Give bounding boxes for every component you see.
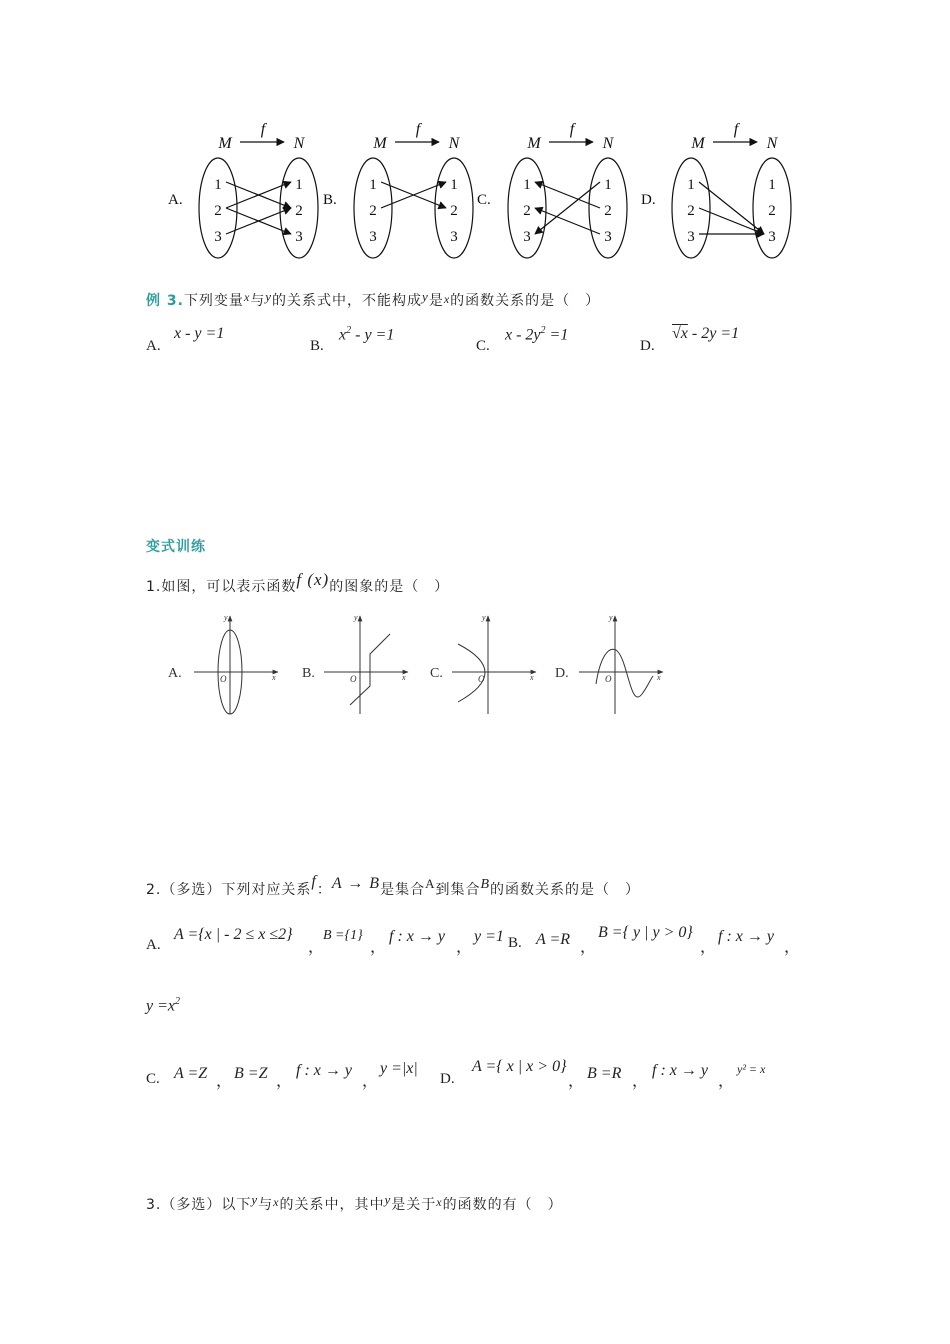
map-f-label: f	[733, 121, 739, 138]
q-text: 的关系式中，不能构成	[272, 293, 423, 309]
origin-label: O	[220, 674, 227, 684]
set-n-label: N	[293, 135, 305, 152]
origin-label: O	[605, 674, 612, 684]
b-base: x	[339, 326, 347, 344]
b-exp: 2	[346, 325, 352, 336]
q2-sep: ，	[456, 939, 473, 956]
ex3-label-a: A.	[146, 338, 161, 354]
mapping-figures	[0, 0, 950, 270]
q2-sep: ，	[362, 1073, 379, 1090]
q3-text: 与	[258, 1197, 274, 1213]
y-axis-label: y	[354, 613, 358, 622]
q2-text: 是集合	[380, 882, 426, 898]
mapping-arrow	[699, 208, 764, 234]
q2-text: 到集合	[435, 882, 481, 898]
y-axis-label: y	[482, 613, 486, 622]
y-axis-label: y	[224, 613, 228, 622]
domain-element: 3	[523, 229, 531, 245]
q2-f: f	[311, 873, 317, 890]
set-m-label: M	[373, 135, 387, 152]
q2-sep: ，	[700, 939, 717, 956]
q2-d-2: B =R	[587, 1065, 622, 1082]
y-axis-label: y	[609, 613, 613, 622]
q2-set-b: B	[480, 877, 491, 892]
x-axis-label: x	[272, 673, 276, 682]
set-m-label: M	[691, 135, 705, 152]
domain-element: 1	[214, 177, 222, 193]
example3-question	[146, 289, 600, 310]
graph-figures	[0, 610, 950, 740]
q-text: 下列变量	[183, 293, 244, 309]
c-exp: 2	[540, 325, 546, 336]
d-sqrt: √x	[672, 325, 688, 342]
mapping-arrow	[535, 182, 600, 208]
q2-sep: ，	[216, 1073, 233, 1090]
set-m-label: M	[527, 135, 541, 152]
q-text: 与	[250, 293, 266, 309]
q2-sep: ，	[784, 939, 801, 956]
q-text: 的函数关系的是（ ）	[450, 293, 601, 309]
var-y: y	[265, 289, 273, 304]
d-rest: - 2y =1	[687, 325, 740, 342]
option-label-3: D.	[641, 192, 656, 208]
q2-text: ：	[316, 882, 332, 898]
ex3-option-d	[672, 325, 739, 343]
b4-exp: 2	[175, 996, 180, 1007]
x-axis-label: x	[530, 673, 534, 682]
option-label-0: A.	[168, 192, 183, 208]
domain-element: 1	[687, 177, 695, 193]
codomain-element: 3	[604, 229, 612, 245]
b4-base: y =x	[146, 997, 175, 1015]
domain-element: 1	[369, 177, 377, 193]
q2-a-4: y =1	[474, 928, 504, 945]
option-label-2: C.	[477, 192, 491, 208]
c-pre: x - 2y	[505, 326, 541, 344]
q2-sep: ，	[580, 939, 597, 956]
q2-a-1: A ={x | - 2 ≤ x ≤2}	[174, 926, 293, 943]
q1-text: 1.如图，可以表示函数	[146, 579, 297, 595]
q2-b-3: f : x → y	[718, 928, 774, 945]
q2-c-2: B =Z	[234, 1065, 268, 1082]
codomain-element: 3	[768, 229, 776, 245]
q3-text: 的关系中，其中	[279, 1197, 385, 1213]
codomain-element: 2	[604, 203, 612, 219]
codomain-element: 1	[604, 177, 612, 193]
b-rest: - y =1	[351, 326, 395, 344]
q3-stem	[146, 1192, 563, 1214]
q2-c-4: y =|x|	[380, 1060, 418, 1077]
codomain-element: 3	[450, 229, 458, 245]
var-y: y	[422, 289, 429, 304]
q2-a-3: f : x → y	[389, 928, 445, 945]
q2-label-c: C.	[146, 1071, 160, 1087]
c-rest: =1	[545, 326, 569, 344]
q2-b-2: B ={ y | y > 0}	[598, 924, 693, 941]
codomain-element: 3	[295, 229, 303, 245]
domain-element: 2	[214, 203, 222, 219]
domain-element: 3	[214, 229, 222, 245]
example3-tag: 例 3.	[146, 293, 184, 309]
q1-fx: f (x)	[296, 570, 330, 589]
codomain-element: 2	[295, 203, 303, 219]
ex3-option-a: x - y =1	[174, 325, 225, 342]
origin-label: O	[478, 674, 485, 684]
ex3-label-c: C.	[476, 338, 490, 354]
domain-element: 2	[523, 203, 531, 219]
ex3-label-b: B.	[310, 338, 324, 354]
q2-stem	[146, 873, 640, 899]
domain-element: 3	[687, 229, 695, 245]
q1-text: 的图象的是（ ）	[329, 579, 450, 595]
map-f-label: f	[260, 121, 266, 138]
q2-c-1: A =Z	[174, 1065, 208, 1082]
q2-sep: ，	[370, 939, 387, 956]
q2-b-4	[146, 996, 180, 1015]
var-y: y	[384, 1192, 392, 1207]
q2-sep: ，	[276, 1073, 293, 1090]
map-f-label: f	[415, 121, 421, 138]
var-x: x	[436, 1195, 443, 1209]
q2-set-a: A	[425, 876, 436, 891]
codomain-element: 1	[768, 177, 776, 193]
domain-element: 2	[369, 203, 377, 219]
ex3-option-c	[505, 325, 568, 344]
q2-c-3: f : x → y	[296, 1062, 352, 1079]
ex3-label-d: D.	[640, 338, 655, 354]
q3-text: 3.（多选）以下	[146, 1197, 252, 1213]
var-y: y	[251, 1192, 259, 1207]
q2-d-3: f : x → y	[652, 1062, 708, 1079]
q2-sep: ，	[568, 1073, 585, 1090]
option-label-1: B.	[323, 192, 337, 208]
graph-option-label: C.	[430, 666, 443, 681]
map-f-label: f	[569, 121, 575, 138]
q2-label-a: A.	[146, 937, 161, 953]
var-x: x	[243, 290, 251, 304]
var-x: x	[443, 292, 451, 306]
set-n-label: N	[766, 135, 778, 152]
curve-piecewise	[350, 634, 390, 705]
variant-q1	[146, 570, 449, 596]
q2-a-2: B ={1}	[323, 928, 363, 943]
origin-label: O	[350, 674, 357, 684]
x-axis-label: x	[402, 673, 406, 682]
variant-heading: 变式训练	[146, 539, 206, 555]
graph-option-label: B.	[302, 666, 315, 681]
codomain-element: 1	[295, 177, 303, 193]
codomain-element: 1	[450, 177, 458, 193]
q2-map: A → B	[331, 875, 381, 892]
set-n-label: N	[602, 135, 614, 152]
q2-label-b: B.	[508, 935, 522, 951]
q2-text: 2.（多选）下列对应关系	[146, 882, 312, 898]
codomain-element: 2	[450, 203, 458, 219]
curve-parabola	[458, 644, 485, 702]
q-text: 是	[428, 293, 444, 309]
domain-element: 1	[523, 177, 531, 193]
graph-option-label: D.	[555, 666, 569, 681]
q2-d-4: y² = x	[737, 1062, 766, 1076]
q2-text: 的函数关系的是（ ）	[490, 882, 641, 898]
x-axis-label: x	[657, 673, 661, 682]
domain-element: 2	[687, 203, 695, 219]
domain-element: 3	[369, 229, 377, 245]
q2-sep: ，	[632, 1073, 649, 1090]
mapping-arrow	[535, 208, 600, 234]
q2-sep: ，	[308, 939, 325, 956]
q2-sep: ，	[718, 1073, 735, 1090]
q3-text: 的函数的有（ ）	[442, 1197, 563, 1213]
set-n-label: N	[448, 135, 460, 152]
codomain-element: 2	[768, 203, 776, 219]
q3-text: 是关于	[391, 1197, 437, 1213]
q2-d-1: A ={ x | x > 0}	[472, 1058, 567, 1075]
var-x: x	[273, 1195, 280, 1209]
q2-label-d: D.	[440, 1071, 455, 1087]
ex3-option-b	[339, 325, 394, 344]
graph-option-label: A.	[168, 666, 182, 681]
q2-b-1: A =R	[536, 931, 571, 948]
set-m-label: M	[218, 135, 232, 152]
